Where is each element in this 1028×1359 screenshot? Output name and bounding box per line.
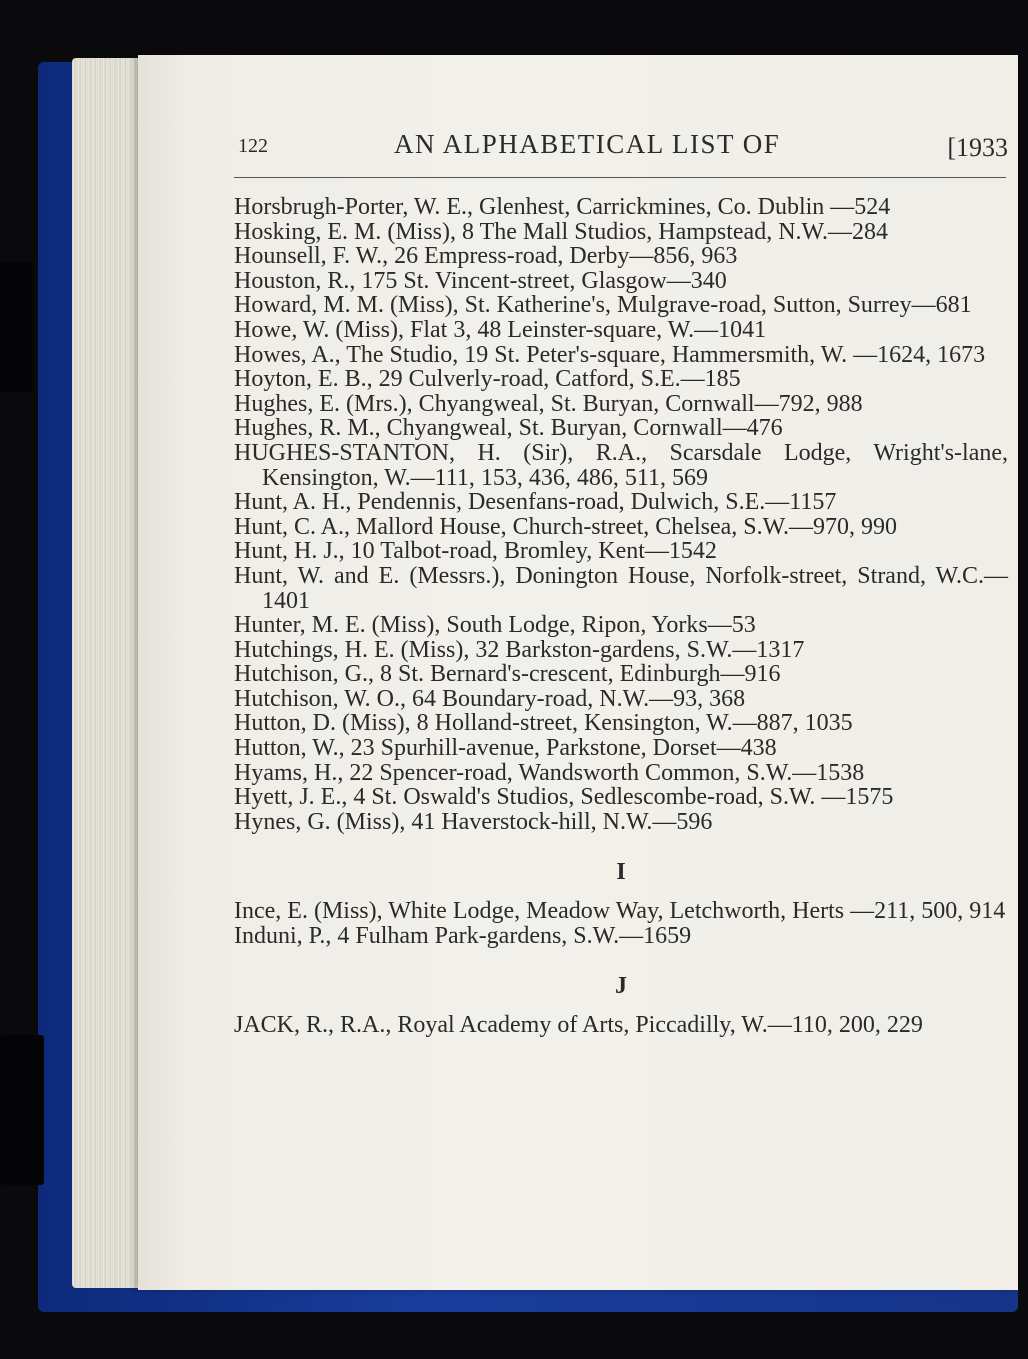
list-item: Induni, P., 4 Fulham Park-gardens, S.W.—1659 xyxy=(234,922,692,949)
list-item: Hughes, R. M., Chyangweal, St. Buryan, Cornwall—476 xyxy=(234,415,783,442)
list-item: Hughes, E. (Mrs.), Chyangweal, St. Buryan, Cornwall—792, 988 xyxy=(234,390,863,417)
list-item: Hyett, J. E., 4 St. Oswald's Studios, Sedlescombe-road, S.W. —1575 xyxy=(234,784,894,811)
book-page xyxy=(138,55,1018,1290)
running-header xyxy=(238,127,1008,167)
header-rule xyxy=(234,177,1006,178)
list-item: Hunt, C. A., Mallord House, Church-street, Chelsea, S.W.—970, 990 xyxy=(234,513,898,540)
list-item: Hoyton, E. B., 29 Culverly-road, Catford, S.E.—185 xyxy=(234,366,741,393)
list-item: Hosking, E. M. (Miss), 8 The Mall Studios, Hampstead, N.W.—284 xyxy=(234,218,888,245)
list-item: Hounsell, F. W., 26 Empress-road, Derby—856, 963 xyxy=(234,243,738,270)
section-letter-i: I xyxy=(616,859,626,886)
binder-clip-bottom xyxy=(0,1035,44,1185)
list-item: Howard, M. M. (Miss), St. Katherine's, Mulgrave-road, Sutton, Surrey—681 xyxy=(234,292,972,319)
list-item: Hunter, M. E. (Miss), South Lodge, Ripon, Yorks—53 xyxy=(234,612,756,639)
list-item: Houston, R., 175 St. Vincent-street, Glasgow—340 xyxy=(234,267,727,294)
list-item: Horsbrugh-Porter, W. E., Glenhest, Carrickmines, Co. Dublin —524 xyxy=(234,194,891,220)
list-item: Hutton, D. (Miss), 8 Holland-street, Kensington, W.—887, 1035 xyxy=(234,710,853,737)
list-item: Hutton, W., 23 Spurhill-avenue, Parkstone, Dorset—438 xyxy=(234,735,777,762)
list-item: JACK, R., R.A., Royal Academy of Arts, Piccadilly, W.—110, 200, 229 xyxy=(234,1011,923,1038)
list-item: Hunt, W. and E. (Messrs.), Donington House, Norfolk-street, Strand, W.C.—1401 xyxy=(234,562,1008,614)
list-item: Hyams, H., 22 Spencer-road, Wandsworth Common, S.W.—1538 xyxy=(234,759,865,786)
page-number: 122 xyxy=(238,135,268,157)
year-marker: [1933 xyxy=(947,133,1008,162)
list-item: Hutchison, W. O., 64 Boundary-road, N.W.—93, 368 xyxy=(234,685,746,712)
list-item: HUGHES-STANTON, H. (Sir), R.A., Scarsdale Lodge, Wright's-lane, Kensington, W.—111, 153, 436, 486, 511, 569 xyxy=(234,439,1008,491)
list-item: Howes, A., The Studio, 19 St. Peter's-square, Hammersmith, W. —1624, 1673 xyxy=(234,341,986,368)
list-item: Hutchison, G., 8 St. Bernard's-crescent, Edinburgh—916 xyxy=(234,661,781,688)
binder-clip-top xyxy=(0,262,34,392)
section-letter-j: J xyxy=(615,973,627,1000)
page-title: AN ALPHABETICAL LIST OF xyxy=(394,129,781,159)
list-item: Hunt, H. J., 10 Talbot-road, Bromley, Kent—1542 xyxy=(234,538,717,565)
list-item: Howe, W. (Miss), Flat 3, 48 Leinster-square, W.—1041 xyxy=(234,316,767,343)
list-item: Hynes, G. (Miss), 41 Haverstock-hill, N.W.—596 xyxy=(234,808,713,835)
entry-list xyxy=(234,195,1008,1037)
list-item: Hutchings, H. E. (Miss), 32 Barkston-gardens, S.W.—1317 xyxy=(234,636,805,663)
list-item: Hunt, A. H., Pendennis, Desenfans-road, Dulwich, S.E.—1157 xyxy=(234,489,837,516)
list-item: Ince, E. (Miss), White Lodge, Meadow Way, Letchworth, Herts —211, 500, 914 xyxy=(234,898,1006,925)
